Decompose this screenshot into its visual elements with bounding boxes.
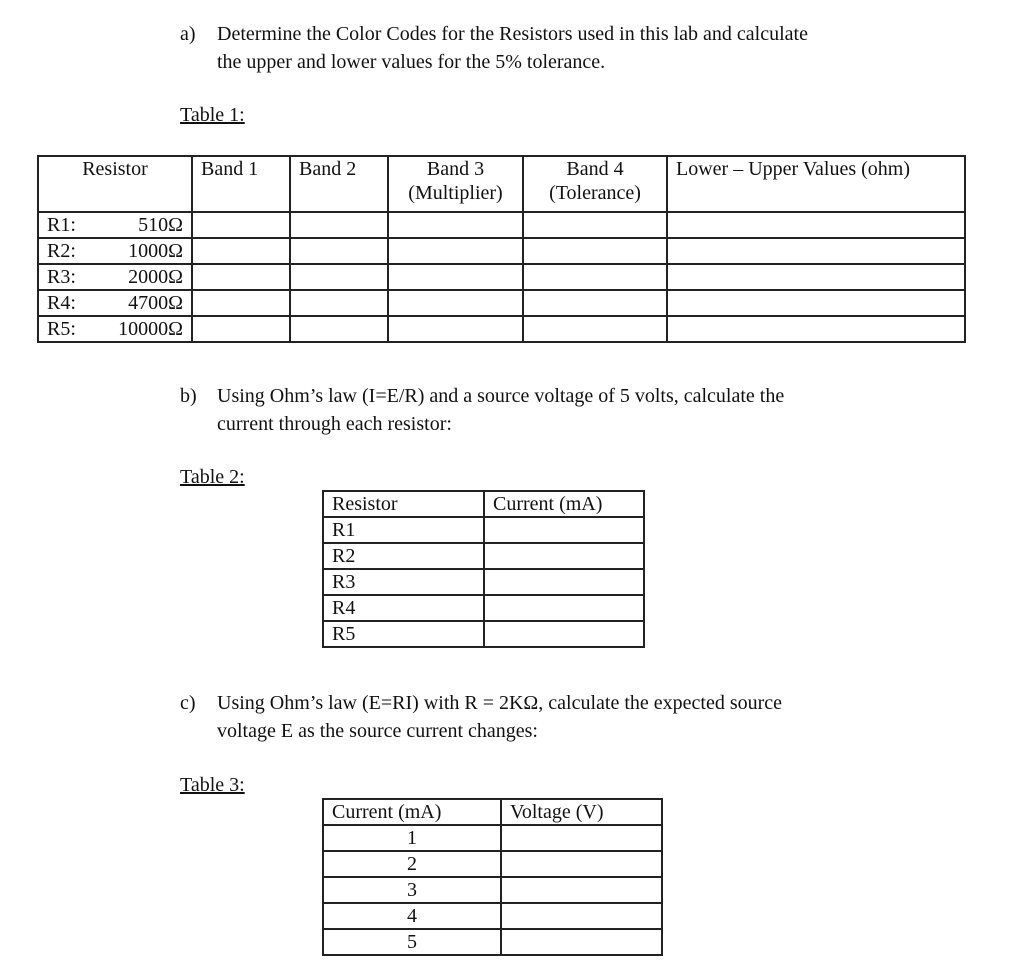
band2-cell[interactable] <box>290 212 388 238</box>
voltage-cell[interactable] <box>501 825 662 851</box>
current-cell[interactable] <box>484 569 644 595</box>
table-row <box>323 517 644 543</box>
table-row <box>323 877 662 903</box>
values-cell[interactable] <box>667 238 965 264</box>
table3-caption: Table 3: <box>180 774 245 796</box>
part-a-text-line2: the upper and lower values for the 5% tolerance. <box>217 51 606 73</box>
table-row <box>323 621 644 647</box>
band4-cell[interactable] <box>523 212 667 238</box>
table-row <box>323 903 662 929</box>
resistor-cell: R1 <box>323 517 484 543</box>
band3-cell[interactable] <box>388 316 523 342</box>
band4-cell[interactable] <box>523 238 667 264</box>
current-cell: 2 <box>323 851 501 877</box>
part-c-text-line2: voltage E as the source current changes: <box>217 720 538 742</box>
current-cell: 3 <box>323 877 501 903</box>
table-row <box>323 929 662 955</box>
band1-cell[interactable] <box>192 316 290 342</box>
band1-cell[interactable] <box>192 290 290 316</box>
part-a-label: a) <box>180 23 196 45</box>
current-cell: 1 <box>323 825 501 851</box>
header-current: Current (mA) <box>323 799 501 825</box>
voltage-cell[interactable] <box>501 851 662 877</box>
current-cell: 4 <box>323 903 501 929</box>
header-resistor: Resistor <box>323 491 484 517</box>
table-row <box>323 543 644 569</box>
part-b-text-line1: Using Ohm’s law (I=E/R) and a source voltage of 5 volts, calculate the <box>217 385 785 407</box>
table-row <box>323 825 662 851</box>
band2-cell[interactable] <box>290 238 388 264</box>
table2-caption: Table 2: <box>180 466 245 488</box>
header-resistor: Resistor <box>38 156 192 212</box>
header-band2: Band 2 <box>290 156 388 212</box>
resistor-name: R4: <box>47 292 76 314</box>
band3-cell[interactable] <box>388 238 523 264</box>
table1-resistor-color-codes <box>37 155 966 343</box>
header-band4-title: Band 4 <box>566 158 624 180</box>
part-c-text-line1: Using Ohm’s law (E=RI) with R = 2KΩ, calculate the expected source <box>217 692 783 714</box>
voltage-cell[interactable] <box>501 929 662 955</box>
part-b-instructions <box>180 382 784 438</box>
resistor-cell: R3 <box>323 569 484 595</box>
voltage-cell[interactable] <box>501 877 662 903</box>
current-cell[interactable] <box>484 621 644 647</box>
current-cell[interactable] <box>484 517 644 543</box>
resistor-value: 4700Ω <box>128 292 183 314</box>
resistor-value: 10000Ω <box>118 318 183 340</box>
resistor-cell <box>38 238 192 264</box>
band3-cell[interactable] <box>388 212 523 238</box>
header-current: Current (mA) <box>484 491 644 517</box>
band4-cell[interactable] <box>523 264 667 290</box>
resistor-cell <box>38 316 192 342</box>
band1-cell[interactable] <box>192 264 290 290</box>
table-row <box>38 290 965 316</box>
part-b-label: b) <box>180 385 197 407</box>
values-cell[interactable] <box>667 316 965 342</box>
band1-cell[interactable] <box>192 238 290 264</box>
resistor-value: 510Ω <box>138 214 183 236</box>
values-cell[interactable] <box>667 264 965 290</box>
current-cell[interactable] <box>484 595 644 621</box>
table-row <box>323 851 662 877</box>
header-band4-sub: (Tolerance) <box>549 182 641 204</box>
resistor-cell <box>38 212 192 238</box>
resistor-cell: R4 <box>323 595 484 621</box>
values-cell[interactable] <box>667 212 965 238</box>
part-a-instructions <box>180 20 808 76</box>
part-b-text-line2: current through each resistor: <box>217 413 452 435</box>
table-row <box>323 595 644 621</box>
band2-cell[interactable] <box>290 316 388 342</box>
resistor-cell: R5 <box>323 621 484 647</box>
table-row <box>38 316 965 342</box>
part-c-instructions <box>180 689 782 745</box>
header-band1: Band 1 <box>192 156 290 212</box>
band2-cell[interactable] <box>290 264 388 290</box>
header-band4 <box>523 156 667 212</box>
table-row <box>38 212 965 238</box>
table-row <box>323 569 644 595</box>
band3-cell[interactable] <box>388 290 523 316</box>
resistor-cell <box>38 290 192 316</box>
resistor-value: 2000Ω <box>128 266 183 288</box>
band4-cell[interactable] <box>523 316 667 342</box>
table1-caption: Table 1: <box>180 104 245 126</box>
band1-cell[interactable] <box>192 212 290 238</box>
values-cell[interactable] <box>667 290 965 316</box>
header-voltage: Voltage (V) <box>501 799 662 825</box>
band2-cell[interactable] <box>290 290 388 316</box>
resistor-name: R3: <box>47 266 76 288</box>
part-a-text-line1: Determine the Color Codes for the Resistors used in this lab and calculate <box>217 23 808 45</box>
part-c-label: c) <box>180 692 196 714</box>
header-values: Lower – Upper Values (ohm) <box>667 156 965 212</box>
table2-current <box>322 490 645 648</box>
current-cell: 5 <box>323 929 501 955</box>
table-row <box>38 264 965 290</box>
resistor-name: R5: <box>47 318 76 340</box>
header-band3 <box>388 156 523 212</box>
table3-voltage <box>322 798 663 956</box>
header-band3-sub: (Multiplier) <box>408 182 503 204</box>
resistor-name: R2: <box>47 240 76 262</box>
resistor-value: 1000Ω <box>128 240 183 262</box>
voltage-cell[interactable] <box>501 903 662 929</box>
current-cell[interactable] <box>484 543 644 569</box>
resistor-name: R1: <box>47 214 76 236</box>
band4-cell[interactable] <box>523 290 667 316</box>
table-row <box>38 238 965 264</box>
band3-cell[interactable] <box>388 264 523 290</box>
header-band3-title: Band 3 <box>426 158 485 180</box>
resistor-cell <box>38 264 192 290</box>
resistor-cell: R2 <box>323 543 484 569</box>
